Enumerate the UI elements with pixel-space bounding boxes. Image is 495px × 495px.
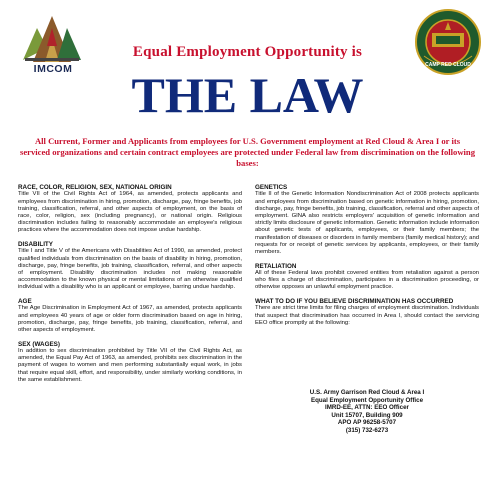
section-body: In addition to sex discrimination prohibited by Title VII of the Civil Rights Act, as amended, the Equal Pay Act of 1963, as amended, prohibits sex discrimination in the payment of wages to women and men performing substantially equal work, in jobs that require equal skill, effort, and responsibility, under similarly working conditions, in the same establishment. [18,348,242,383]
contact-unit: Unit 15707, Building 909 [331,411,403,419]
section-body: Title II of the Genetic Information Nondiscrimination Act of 2008 protects applicants and employees from discrimination based on genetic information in hiring, promotion, discharge, pay, fringe benefits, job training, classification, referral and other aspects of employment. GINA also restricts employers' acquisition of genetic information and strictly limits disclosure of genetic information. Genetic information include information about genetic tests of applicants, employees, or their family members; the manifestation of diseases or disorders in family members (family medical history); and requests for or receipt of genetic services by applicants, employees, or their family members. [255,191,479,256]
section-retaliation [255,263,479,292]
contact-apo-address: APO AP 96258-5707 [337,419,397,427]
section-body: Title VII of the Civil Rights Act of 1964, as amended, protects applicants and employees from discrimination in hiring, promotion, discharge, pay, fringe benefits, job training, classification, referral, and other aspects of employment, on the basis of race, color, religion, sex (including pregnancy), or national origin. Religious discrimination includes failing to reasonably accommodate an employee's religious practices where the accommodation does not impose undue hardship. [18,191,242,234]
section-disability [18,241,242,292]
contact-attention: IMRD-EE, ATTN: EEO Officer [325,404,409,412]
left-column [18,184,242,390]
eeo-contact-block [255,389,479,435]
section-heading: AGE [18,298,32,306]
section-heading: WHAT TO DO IF YOU BELIEVE DISCRIMINATION HAS OCCURRED [255,298,454,306]
unit-seal [414,8,482,76]
page-title: THE LAW [131,67,364,123]
section-heading: RACE, COLOR, RELIGION, SEX, NATIONAL ORIGIN [18,184,172,191]
contact-office: Equal Employment Opportunity Office [310,396,424,404]
contact-organization: U.S. Army Garrison Red Cloud & Area I [309,389,425,396]
contact-phone: (315) 732-6273 [345,426,389,434]
imcom-wordmark: IMCOM [33,63,73,75]
section-body: All of these Federal laws prohibit covered entities from retaliation against a person who files a charge of discrimination, participates in a discrimination proceeding, or otherwise opposes an unlawful employment practice. [255,270,479,291]
right-column [255,184,479,333]
section-heading: RETALIATION [255,262,297,270]
section-race-color-religion [18,184,242,235]
subtitle: Equal Employment Opportunity is [132,44,363,60]
svg-text:CAMP RED CLOUD: CAMP RED CLOUD [425,62,471,68]
section-body: The Age Discrimination in Employment Act of 1967, as amended, protects applicants and employees 40 years of age or older form discrimination based on age in hiring, promotion, discharge, pay, fringe benefits, job training, classification, referral, and other aspects of employment. [18,305,242,334]
section-sex-wages [18,341,242,384]
section-genetics [255,184,479,256]
section-what-to-do [255,298,479,327]
section-heading: GENETICS [255,184,288,191]
section-heading: DISABILITY [18,241,53,249]
section-heading: SEX (WAGES) [18,340,60,348]
section-age [18,298,242,334]
intro-statement: All Current, Former and Applicants from employees for U.S. Government employment at Red Cloud & Area I or its serviced organizations and certain contract employees are protected under Federal law from discrimination on the following bases: [20,136,476,168]
section-body: There are strict time limits for filing charges of employment discrimination. Individuals that suspect that discrimination has occurred in Area I, should contact the servicing EEO office promptly at the following: [255,305,479,326]
section-body: Title I and Title V of the Americans with Disabilities Act of 1990, as amended, protect qualified individuals from discrimination on the basis of disability in hiring, promotion, discharge, pay, fringe benefits, job training, classification, referral, and other aspects of employment. Disability discrimination includes not making reasonable accommodation to the known physical or mental limitations of an otherwise qualified individual with a disability who is an applicant or employee, barring undue hardship. [18,248,242,291]
